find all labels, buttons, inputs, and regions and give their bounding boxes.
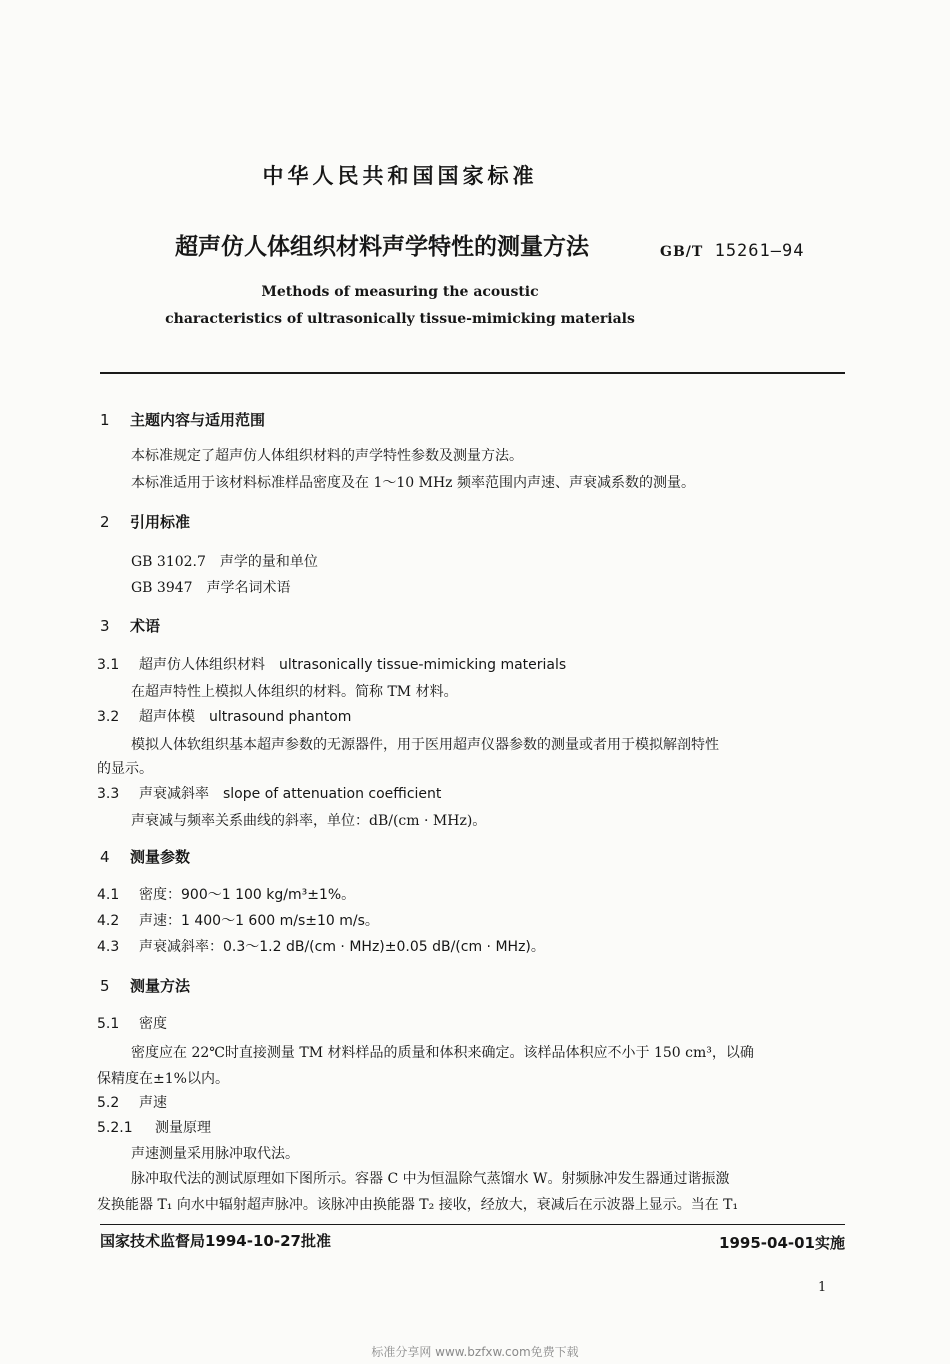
clause-number: 3.1 [97,657,120,673]
term-definition: 模拟人体软组织基本超声参数的无源器件，用于医用超声仪器参数的测量或者用于模拟解剖特性 [131,737,719,753]
parameter-density [97,884,355,904]
paragraph: 脉冲取代法的测试原理如下图所示。容器 C 中为恒温除气蒸馏水 W。射频脉冲发生器通过谐振激 [131,1171,730,1187]
clause-5-2-1 [97,1117,211,1137]
section-5-heading [100,975,190,996]
section-2-heading [100,511,190,532]
term-heading: 声衰减斜率 slope of attenuation coefficient [139,786,442,802]
section-title: 主题内容与适用范围 [130,411,266,429]
section-number: 1 [100,411,110,429]
clause-number: 5.2 [97,1095,120,1111]
clause-heading: 密度 [139,1016,167,1032]
national-standard-heading: 中华人民共和国国家标准 [262,164,538,188]
watermark: 标准分享网 www.bzfxw.com免费下载 [371,1345,579,1359]
paragraph: 本标准适用于该材料标准样品密度及在 1～10 MHz 频率范围内声速、声衰减系数的测量。 [131,475,695,491]
section-number: 3 [100,617,110,635]
section-1-heading [100,409,265,430]
standard-number [660,241,804,261]
parameter-text: 声速：1 400～1 600 m/s±10 m/s。 [139,913,379,929]
term-definition-continued: 的显示。 [97,761,153,777]
term-3-3 [97,783,441,803]
term-definition: 在超声特性上模拟人体组织的材料。简称 TM 材料。 [131,684,458,700]
section-title: 测量参数 [130,848,191,866]
clause-number: 4.3 [97,939,120,955]
paragraph: 本标准规定了超声仿人体组织材料的声学特性参数及测量方法。 [131,448,523,464]
term-definition: 声衰减与频率关系曲线的斜率，单位：dB/(cm · MHz)。 [131,813,487,829]
section-number: 2 [100,513,110,531]
clause-number: 5.1 [97,1016,120,1032]
clause-number: 3.3 [97,786,120,802]
parameter-attenuation-slope [97,936,545,956]
document-title-en-line1: Methods of measuring the acoustic [261,284,539,300]
reference-item: GB 3102.7 声学的量和单位 [131,554,318,570]
clause-heading: 声速 [139,1095,167,1111]
reference-item: GB 3947 声学名词术语 [131,580,291,596]
section-4-heading [100,846,190,867]
section-number: 4 [100,848,110,866]
paragraph: 密度应在 22℃时直接测量 TM 材料样品的质量和体积来确定。该样品体积应不小于 150 cm³，以确 [131,1045,754,1061]
approval-date: 国家技术监督局1994-10-27批准 [100,1232,331,1250]
clause-number: 5.2.1 [97,1120,133,1136]
section-number: 5 [100,977,110,995]
term-heading: 超声仿人体组织材料 ultrasonically tissue-mimicking materials [139,657,567,673]
header-rule [100,372,845,374]
effective-date: 1995-04-01实施 [719,1234,845,1252]
term-3-2 [97,706,351,726]
parameter-text: 声衰减斜率：0.3～1.2 dB/(cm · MHz)±0.05 dB/(cm · MHz)。 [139,939,545,955]
parameter-text: 密度：900～1 100 kg/m³±1%。 [139,887,356,903]
section-title: 引用标准 [130,513,191,531]
parameter-sound-speed [97,910,379,930]
clause-5-1 [97,1013,167,1033]
term-3-1 [97,654,566,674]
standard-code: 15261—94 [714,241,805,261]
section-3-heading [100,615,160,636]
clause-5-2 [97,1092,167,1112]
clause-heading: 测量原理 [155,1120,211,1136]
paragraph-continued: 发换能器 T₁ 向水中辐射超声脉冲。该脉冲由换能器 T₂ 接收，经放大，衰减后在示波器上显示。当在 T₁ [97,1197,739,1213]
standard-prefix: GB/T [660,244,704,260]
clause-number: 4.2 [97,913,120,929]
document-title-en-line2: characteristics of ultrasonically tissue-mimicking materials [165,311,635,327]
page-number: 1 [818,1280,827,1295]
clause-number: 4.1 [97,887,120,903]
document-title-cn: 超声仿人体组织材料声学特性的测量方法 [175,234,589,260]
clause-number: 3.2 [97,709,120,725]
paragraph-continued: 保精度在±1%以内。 [97,1071,229,1087]
section-title: 术语 [130,617,161,635]
footer-rule [100,1224,845,1225]
paragraph: 声速测量采用脉冲取代法。 [131,1146,299,1162]
section-title: 测量方法 [130,977,191,995]
term-heading: 超声体模 ultrasound phantom [139,709,352,725]
